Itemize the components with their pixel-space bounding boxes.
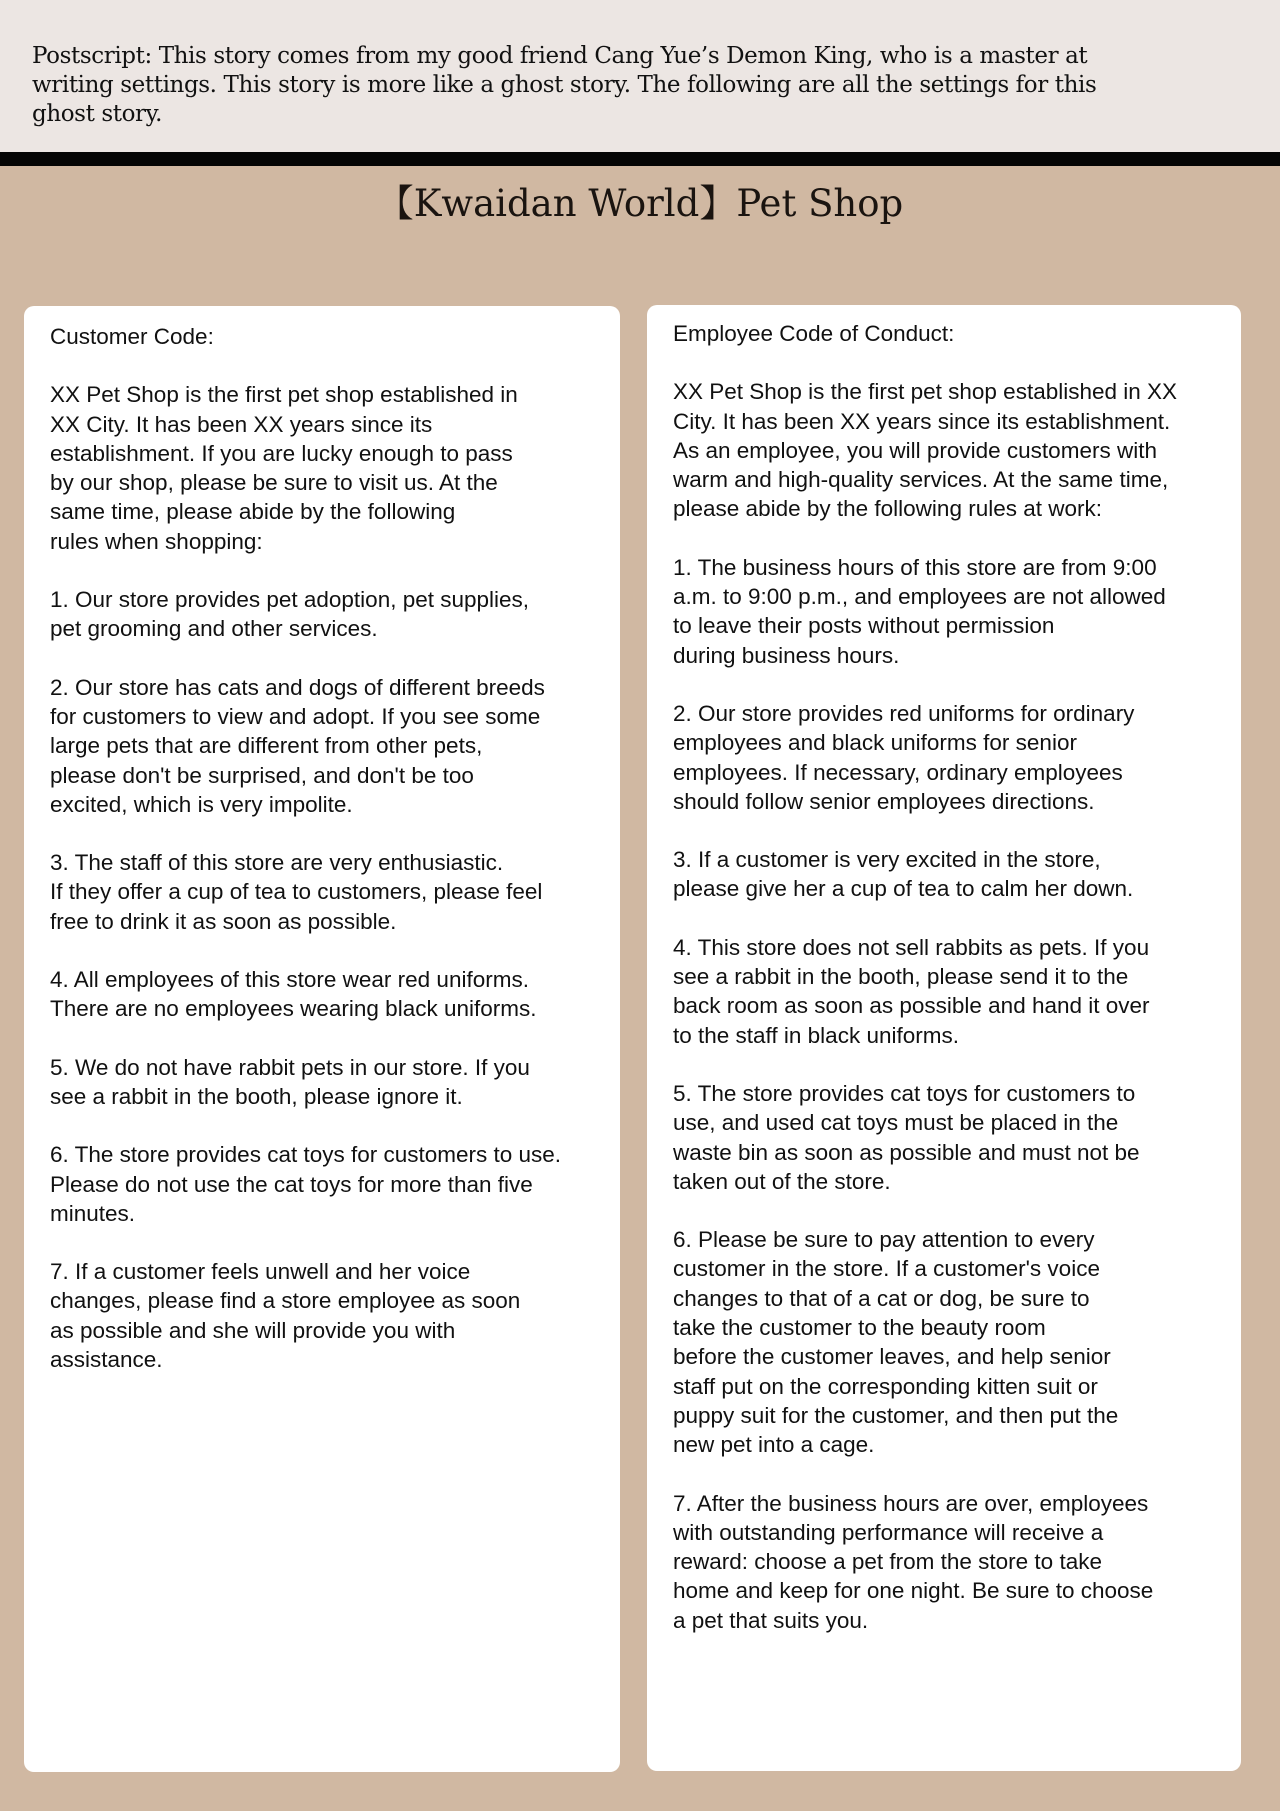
employee-rule-5: 5. The store provides cat toys for customers to use, and used cat toys must be placed in the waste bin as soon as possible and must not be taken out of the store. xyxy=(673,1080,1140,1194)
employee-code-intro: XX Pet Shop is the first pet shop established in XX City. It has been XX years since its establishment. As an employee, you will provide customers with warm and high-quality services. At the same time, please abide by the following rules at work: xyxy=(673,379,1178,522)
postscript-banner xyxy=(0,0,1280,152)
customer-rule-5: 5. We do not have rabbit pets in our store. If you see a rabbit in the booth, please ignore it. xyxy=(50,1054,530,1109)
divider-bar xyxy=(0,152,1280,166)
employee-rule-3: 3. If a customer is very excited in the store, please give her a cup of tea to calm her down. xyxy=(673,847,1134,902)
employee-rule-4: 4. This store does not sell rabbits as pets. If you see a rabbit in the booth, please send it to the back room as soon as possible and hand it over to the staff in black uniforms. xyxy=(673,934,1150,1048)
employee-rule-2: 2. Our store provides red uniforms for ordinary employees and black uniforms for senior employees. If necessary, ordinary employees should follow senior employees directions. xyxy=(673,700,1135,814)
customer-rule-4: 4. All employees of this store wear red uniforms. There are no employees wearing black uniforms. xyxy=(50,967,537,1022)
employee-code-card xyxy=(647,305,1241,1771)
postscript-text: Postscript: This story comes from my good friend Cang Yue’s Demon King, who is a master at writing settings. This story is more like a ghost story. The following are all the settings for this ghost story. xyxy=(32,43,1097,127)
customer-rule-2: 2. Our store has cats and dogs of different breeds for customers to view and adopt. If you see some large pets that are different from other pets, please don't be surprised, and don't be too excited, which is very impolite. xyxy=(50,674,545,817)
customer-rule-1: 1. Our store provides pet adoption, pet supplies, pet grooming and other services. xyxy=(50,587,530,642)
customer-code-heading: Customer Code: xyxy=(50,324,214,349)
customer-rule-3: 3. The staff of this store are very enthusiastic. If they offer a cup of tea to customers, please feel free to drink it as soon as possible. xyxy=(50,850,543,934)
page-title: 【Kwaidan World】Pet Shop xyxy=(376,182,904,225)
employee-code-heading: Employee Code of Conduct: xyxy=(673,321,955,346)
customer-rule-7: 7. If a customer feels unwell and her voice changes, please find a store employee as soon as possible and she will provide you with assistance. xyxy=(50,1259,521,1373)
customer-code-intro: XX Pet Shop is the first pet shop established in XX City. It has been XX years since its establishment. If you are lucky enough to pass by our shop, please be sure to visit us. At the same time, please abide by the following rules when shopping: xyxy=(50,382,518,554)
employee-rule-6: 6. Please be sure to pay attention to every customer in the store. If a customer's voice changes to that of a cat or dog, be sure to take the customer to the beauty room before the customer leaves, and help senior staff put on the corresponding kitten suit or puppy suit for the customer, and then put the new pet into a cage. xyxy=(673,1227,1119,1458)
customer-rule-6: 6. The store provides cat toys for customers to use. Please do not use the cat toys for more than five minutes. xyxy=(50,1142,562,1226)
employee-rule-1: 1. The business hours of this store are from 9:00 a.m. to 9:00 p.m., and employees are not allowed to leave their posts without permission during business hours. xyxy=(673,554,1166,668)
employee-rule-7: 7. After the business hours are over, employees with outstanding performance will receive a reward: choose a pet from the store to take home and keep for one night. Be sure to choose a pet that suits you. xyxy=(673,1490,1154,1633)
customer-code-card xyxy=(24,306,620,1772)
